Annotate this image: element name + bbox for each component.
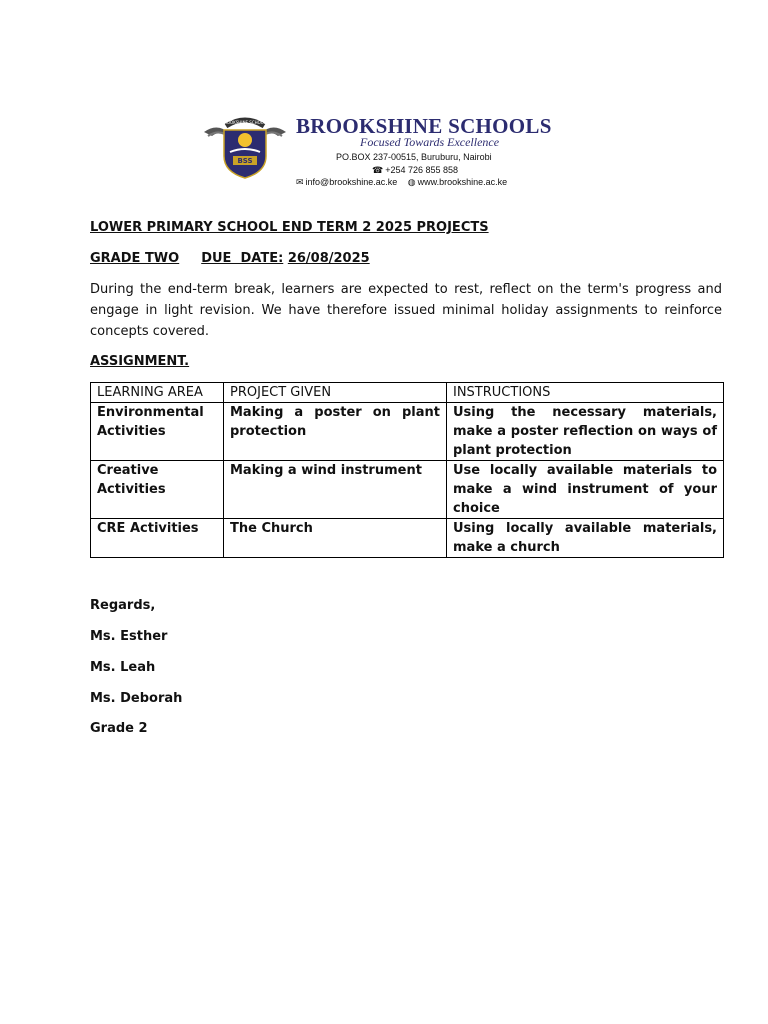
project-cell: Making a poster on plant protection xyxy=(224,403,447,461)
learning-area-cell: Creative Activities xyxy=(91,461,224,519)
due-label: DUE DATE: xyxy=(201,251,284,266)
signatory-name: Ms. Esther xyxy=(90,629,168,644)
regards-text: Regards, xyxy=(90,598,156,613)
email-web-line xyxy=(296,177,507,188)
assignment-heading: ASSIGNMENT. xyxy=(90,354,190,369)
projects-table xyxy=(90,382,724,558)
phone-line xyxy=(372,165,458,176)
table-row xyxy=(91,461,724,519)
due-date: 26/08/2025 xyxy=(287,251,370,266)
grade-signoff: Grade 2 xyxy=(90,721,148,736)
learning-area-cell: CRE Activities xyxy=(91,519,224,558)
globe-icon: ◍ xyxy=(407,177,416,187)
phone-number: +254 726 855 858 xyxy=(385,165,459,175)
school-crest-logo xyxy=(200,112,290,180)
school-motto: Focused Towards Excellence xyxy=(360,135,500,149)
table-header: LEARNING AREA xyxy=(91,383,224,403)
instructions-cell: Use locally available materials to make a wind instrument of your choice xyxy=(447,461,724,519)
project-cell: The Church xyxy=(224,519,447,558)
email-icon: ✉ xyxy=(296,177,304,187)
website: www.brookshine.ac.ke xyxy=(417,177,508,187)
project-cell: Making a wind instrument xyxy=(224,461,447,519)
email-address: info@brookshine.ac.ke xyxy=(305,177,398,187)
phone-icon: ☎ xyxy=(372,165,384,175)
signatory-name: Ms. Leah xyxy=(90,660,156,675)
crest-initials: BSS xyxy=(237,157,253,165)
signatory-name: Ms. Deborah xyxy=(90,691,183,706)
postal-address: PO.BOX 237-00515, Buruburu, Nairobi xyxy=(336,152,492,162)
table-header-row xyxy=(91,383,724,403)
school-name: BROOKSHINE SCHOOLS xyxy=(296,114,552,138)
instructions-cell: Using the necessary materials, make a poster reflection on ways of plant protection xyxy=(447,403,724,461)
document-title: LOWER PRIMARY SCHOOL END TERM 2 2025 PROJECTS xyxy=(90,220,489,235)
intro-paragraph: During the end-term break, learners are expected to rest, reflect on the term's progress and engage in light revision. We have therefore issued minimal holiday assignments to reinforce concepts covered. xyxy=(90,282,722,339)
table-row xyxy=(91,519,724,558)
crest-banner-text: BROOKSHINE SCHOOLS xyxy=(221,120,269,125)
learning-area-cell: Environmental Activities xyxy=(91,403,224,461)
table-row xyxy=(91,403,724,461)
table-header: PROJECT GIVEN xyxy=(224,383,447,403)
table-header: INSTRUCTIONS xyxy=(447,383,724,403)
instructions-cell: Using locally available materials, make a church xyxy=(447,519,724,558)
letterhead xyxy=(200,108,600,190)
grade-due-line xyxy=(90,248,722,269)
grade-label: GRADE TWO xyxy=(90,251,180,266)
